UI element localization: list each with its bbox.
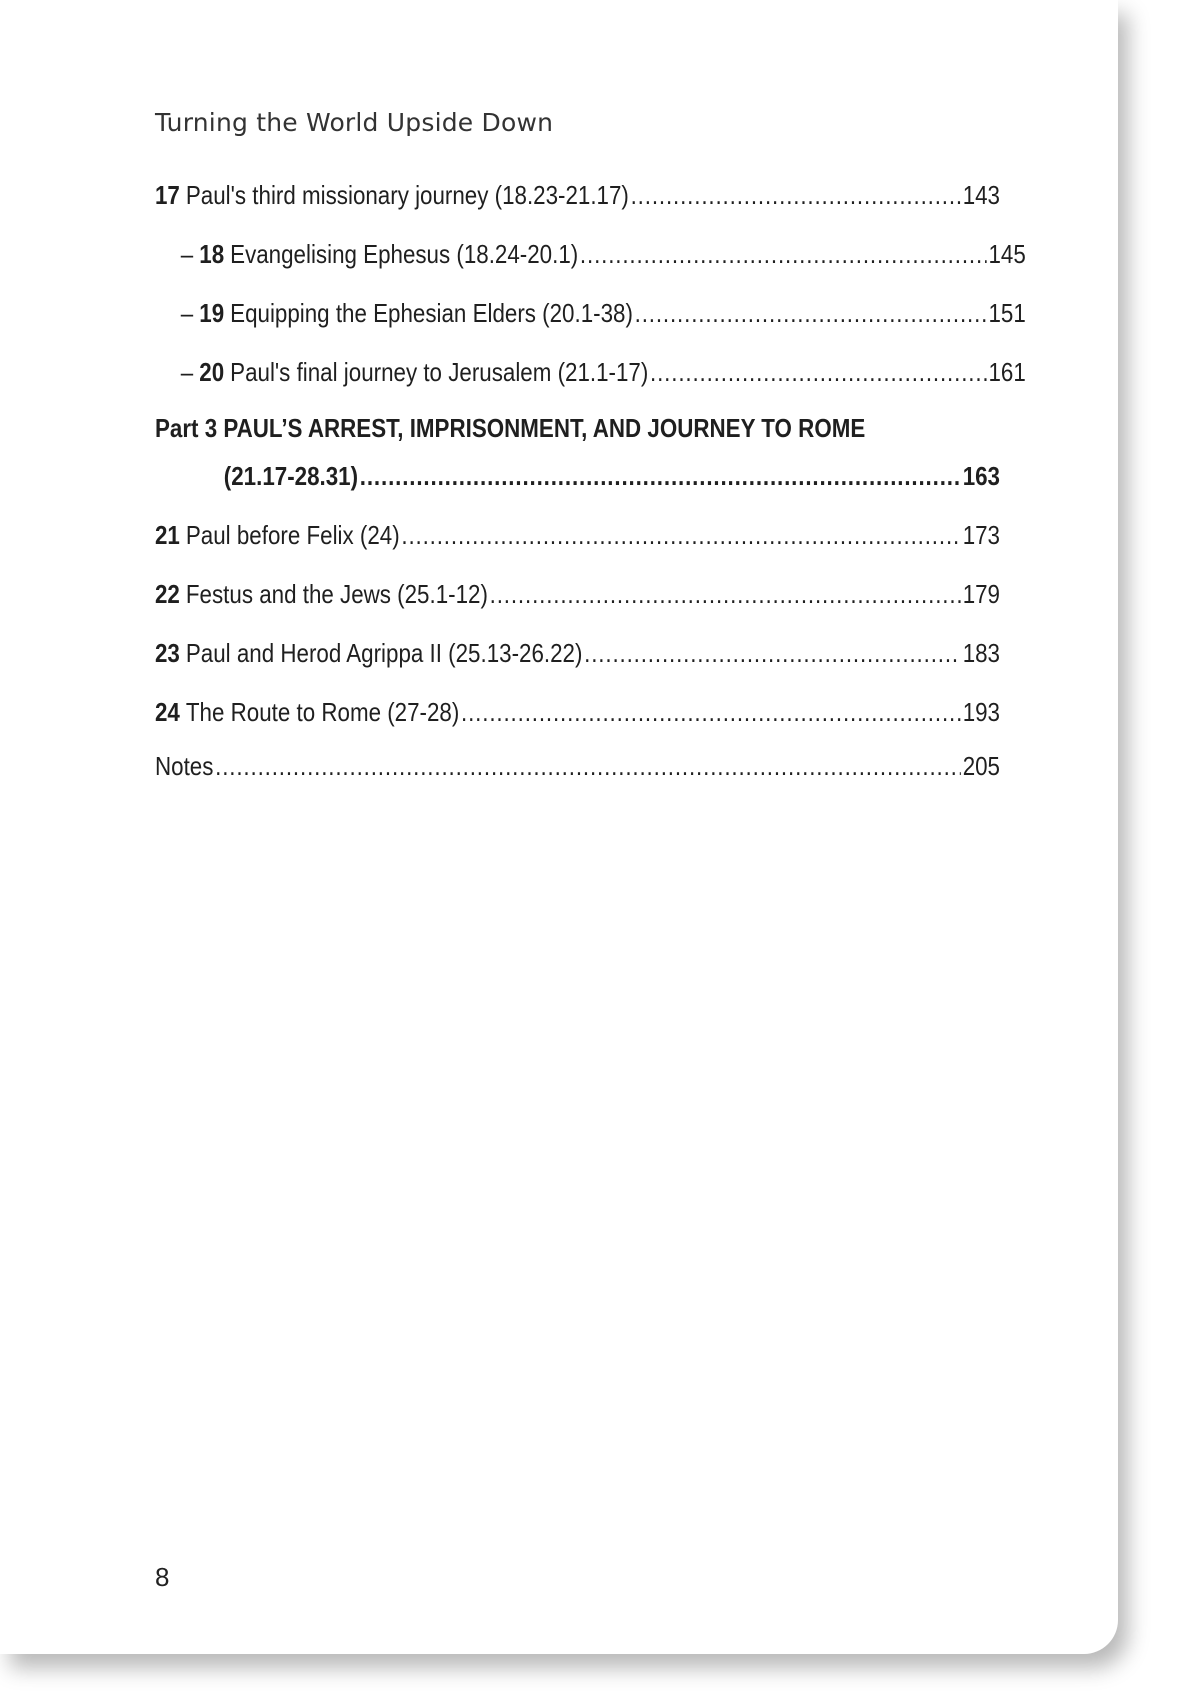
chapter-number: 19 [199,298,225,328]
dot-leader [401,518,961,552]
page-number: 193 [962,697,1001,727]
page-number: 173 [962,520,1001,550]
chapter-title: Paul and Herod Agrippa II (25.13-26.22) [185,638,583,668]
running-head: Turning the World Upside Down [155,108,554,137]
page-number: 151 [988,298,1026,328]
dot-leader [650,355,987,389]
chapter-title: Equipping the Ephesian Elders (20.1-38) [230,298,633,328]
dot-leader [584,636,961,670]
chapter-number: 24 [155,697,180,727]
chapter-title: Evangelising Ephesus (18.24-20.1) [230,239,579,269]
subentry-dash: – [180,357,194,387]
chapter-number: 17 [155,180,180,210]
table-of-contents [155,178,1026,783]
dot-leader [490,577,961,611]
toc-entry-17 [155,178,1000,212]
toc-entry-19 [155,296,1026,330]
notes-title: Notes [155,751,214,781]
part-range-line [155,459,1000,493]
toc-entry-22 [155,577,1000,611]
chapter-title: Paul's final journey to Jerusalem (21.1-17) [230,357,649,387]
chapter-number: 21 [155,520,180,550]
chapter-number: 20 [199,357,225,387]
chapter-title: Paul's third missionary journey (18.23-21.17) [185,180,629,210]
page-number: 183 [962,638,1001,668]
dot-leader [635,296,987,330]
page-number: 143 [962,180,1001,210]
part-verse-range: (21.17-28.31) [223,461,359,491]
dot-leader [461,695,961,729]
folio-page-number: 8 [155,1562,170,1592]
page-number: 205 [962,751,1001,781]
chapter-number: 23 [155,638,180,668]
toc-entry-24 [155,695,1000,729]
chapter-title: Paul before Felix (24) [185,520,400,550]
chapter-title: Festus and the Jews (25.1-12) [185,579,488,609]
page-number: 179 [962,579,1001,609]
dot-leader [360,459,961,493]
page-number: 145 [988,239,1026,269]
page-number: 161 [988,357,1026,387]
toc-entry-21 [155,518,1000,552]
toc-entry-notes [155,749,1000,783]
subentry-dash: – [180,298,194,328]
chapter-number: 18 [199,239,225,269]
part-3-heading [155,411,1000,493]
dot-leader [580,237,987,271]
part-title: Part 3 PAUL’S ARREST, IMPRISONMENT, AND JOURNEY TO ROME [155,413,866,443]
toc-entry-20 [155,355,1026,389]
page-number: 163 [962,461,1001,491]
dot-leader [215,749,961,783]
toc-entry-18 [155,237,1026,271]
chapter-title: The Route to Rome (27-28) [185,697,460,727]
dot-leader [631,178,961,212]
toc-entry-23 [155,636,1000,670]
chapter-number: 22 [155,579,180,609]
subentry-dash: – [180,239,194,269]
